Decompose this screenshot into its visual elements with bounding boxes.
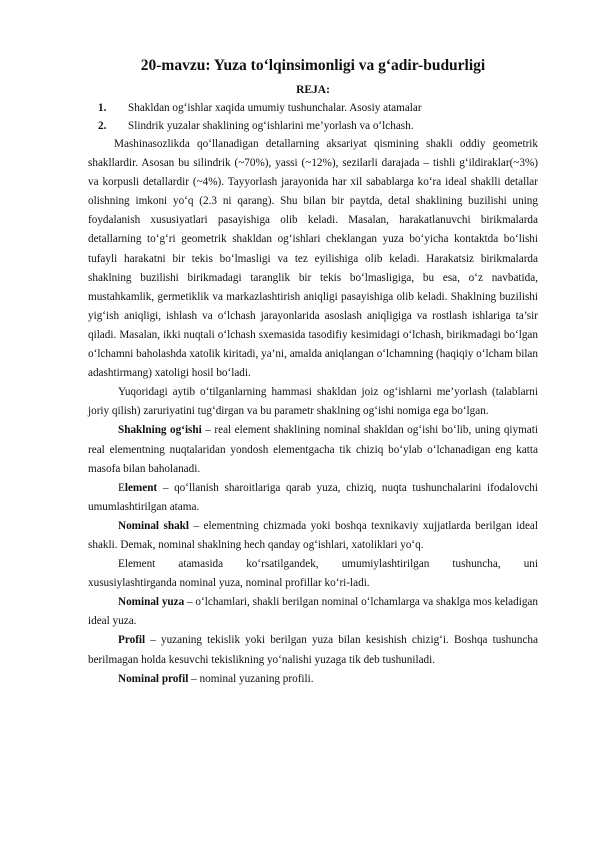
- plan-item-number: 1.: [98, 102, 107, 114]
- plan-item: [98, 118, 538, 136]
- term: lement: [124, 481, 158, 494]
- plan-item-text: Shakldan og‘ishlar xaqida umumiy tushunchalar. Asosiy atamalar: [128, 102, 422, 114]
- definition-nominal-shape: [88, 517, 538, 555]
- definition-text: – real element shaklining nominal shakldan og‘ishi bo‘lib, uning qiymati real elementning nuqtalaridan yondosh elementgacha tik chiziq bo‘ylab o‘lchanadigan eng katta masofa bilan baholanadi.: [88, 424, 538, 475]
- plan-item-text: Slindrik yuzalar shaklining og‘ishlarini me’yorlash va o‘lchash.: [128, 119, 414, 132]
- paragraph-element-note-line2: xususiylashtirganda nominal yuza, nominal profillar ko‘ri-ladi.: [88, 577, 370, 590]
- definition-nominal-surface: [88, 593, 538, 631]
- definition-profile: [88, 631, 538, 669]
- page-title: 20-mavzu: Yuza to‘lqinsimonligi va g‘adir-budurligi: [140, 57, 486, 74]
- term-lead: E: [118, 481, 125, 494]
- definition-text: – o‘lchamlari, shakli berilgan nominal o‘lchamlarga va shaklga mos keladigan ideal yuza.: [88, 596, 538, 628]
- definition-text: – elementning chizmada yoki boshqa texnikaviy xujjatlarda berilgan ideal shakli. Demak, nominal shaklning hech qanday og‘ishlari, xatoliklari yo‘q.: [88, 519, 538, 551]
- plan-heading: REJA:: [296, 84, 330, 96]
- plan-item-number: 2.: [98, 119, 107, 132]
- paragraph-element-note-line1: Element atamasida ko‘rsatilgandek, umumiylashtirilgan tushuncha, uni: [118, 558, 538, 571]
- term: Shaklning og‘ishi: [118, 424, 202, 437]
- term: Profil: [118, 634, 146, 647]
- definition-element: [88, 479, 538, 517]
- plan-item: [98, 100, 538, 118]
- definition-text: – qo‘llanish sharoitlariga qarab yuza, chiziq, nuqta tushunchalarini ifodalovchi umumlashtirilgan atama.: [88, 481, 538, 513]
- definition-nominal-profile: [88, 670, 538, 689]
- term: Nominal profil: [118, 672, 189, 685]
- term: Nominal shakl: [118, 519, 189, 532]
- definition-text: – yuzaning tekislik yoki berilgan yuza bilan kesishish chizig‘i. Boshqa tushuncha berilmagan holda kesuvchi tekislikning yo‘nalishi yuzaga tik deb tushuniladi.: [88, 634, 538, 666]
- definition-shape-deviation: [88, 421, 538, 478]
- document-page: [88, 56, 538, 689]
- plan-list: [88, 100, 538, 135]
- paragraph-intro: Mashinasozlikda qo‘llanadigan detallarning aksariyat qismining shakli oddiy geometrik shakllardir. Asosan bu silindrik (~70%), yassi (~12%), sezilarli darajada – tishli g‘ildiraklar(~3%) va korpusli detallardir (~4%). Tayyorlash jarayonida har xil sabablarga ko‘ra ideal shaklli detallar olishning imkoni yo‘q (2.3 ni qarang). Shu bilan bir paytda, detal shaklining buzilishi uning foydalanish xususiyatlari pasayishiga olib keladi. Masalan, harakatlanuvchi birikmalarda detallarning to‘g‘ri geometrik shakldan og‘ishlari cheklangan yuza bo‘yicha kontaktda bo‘lishi tufayli harakatni bir tekis bo‘lmasligi va tez eyilishiga olib keladi. Harakatsiz birikmalarda shaklning buzilishi birikmadagi taranglik bir tekis bo‘lmasligiga, bu esa, o‘z navbatida, mustahkamlik, germetiklik va markazlashtirish aniqligi pasayishiga olib keladi. Shaklning buzilishi yig‘ish aniqligi, ishlash va o‘lchash jarayonlarida asoslash aniqligiga va rostlash ishlariga ta’sir qiladi. Masalan, ikki nuqtali o‘lchash sxemasida tasodifiy kesimidagi o‘lchash, birikmadagi bo‘lgan o‘lchamni baholashda xatolik kiritadi, ya’ni, amalda aniqlangan o‘lchamning (haqiqiy o‘lcham bilan adashtirmang) xatoligi hosil bo‘ladi.: [88, 138, 538, 380]
- paragraph-normalization: Yuqoridagi aytib o‘tilganlarning hammasi shakldan joiz og‘ishlarni me’yorlash (talablarni joriy qilish) zaruriyatini tug‘dirgan va bu parametr shaklning og‘ishi nomiga ega bo‘lgan.: [88, 386, 538, 418]
- definition-text: – nominal yuzaning profili.: [188, 672, 314, 685]
- term: Nominal yuza: [118, 596, 185, 609]
